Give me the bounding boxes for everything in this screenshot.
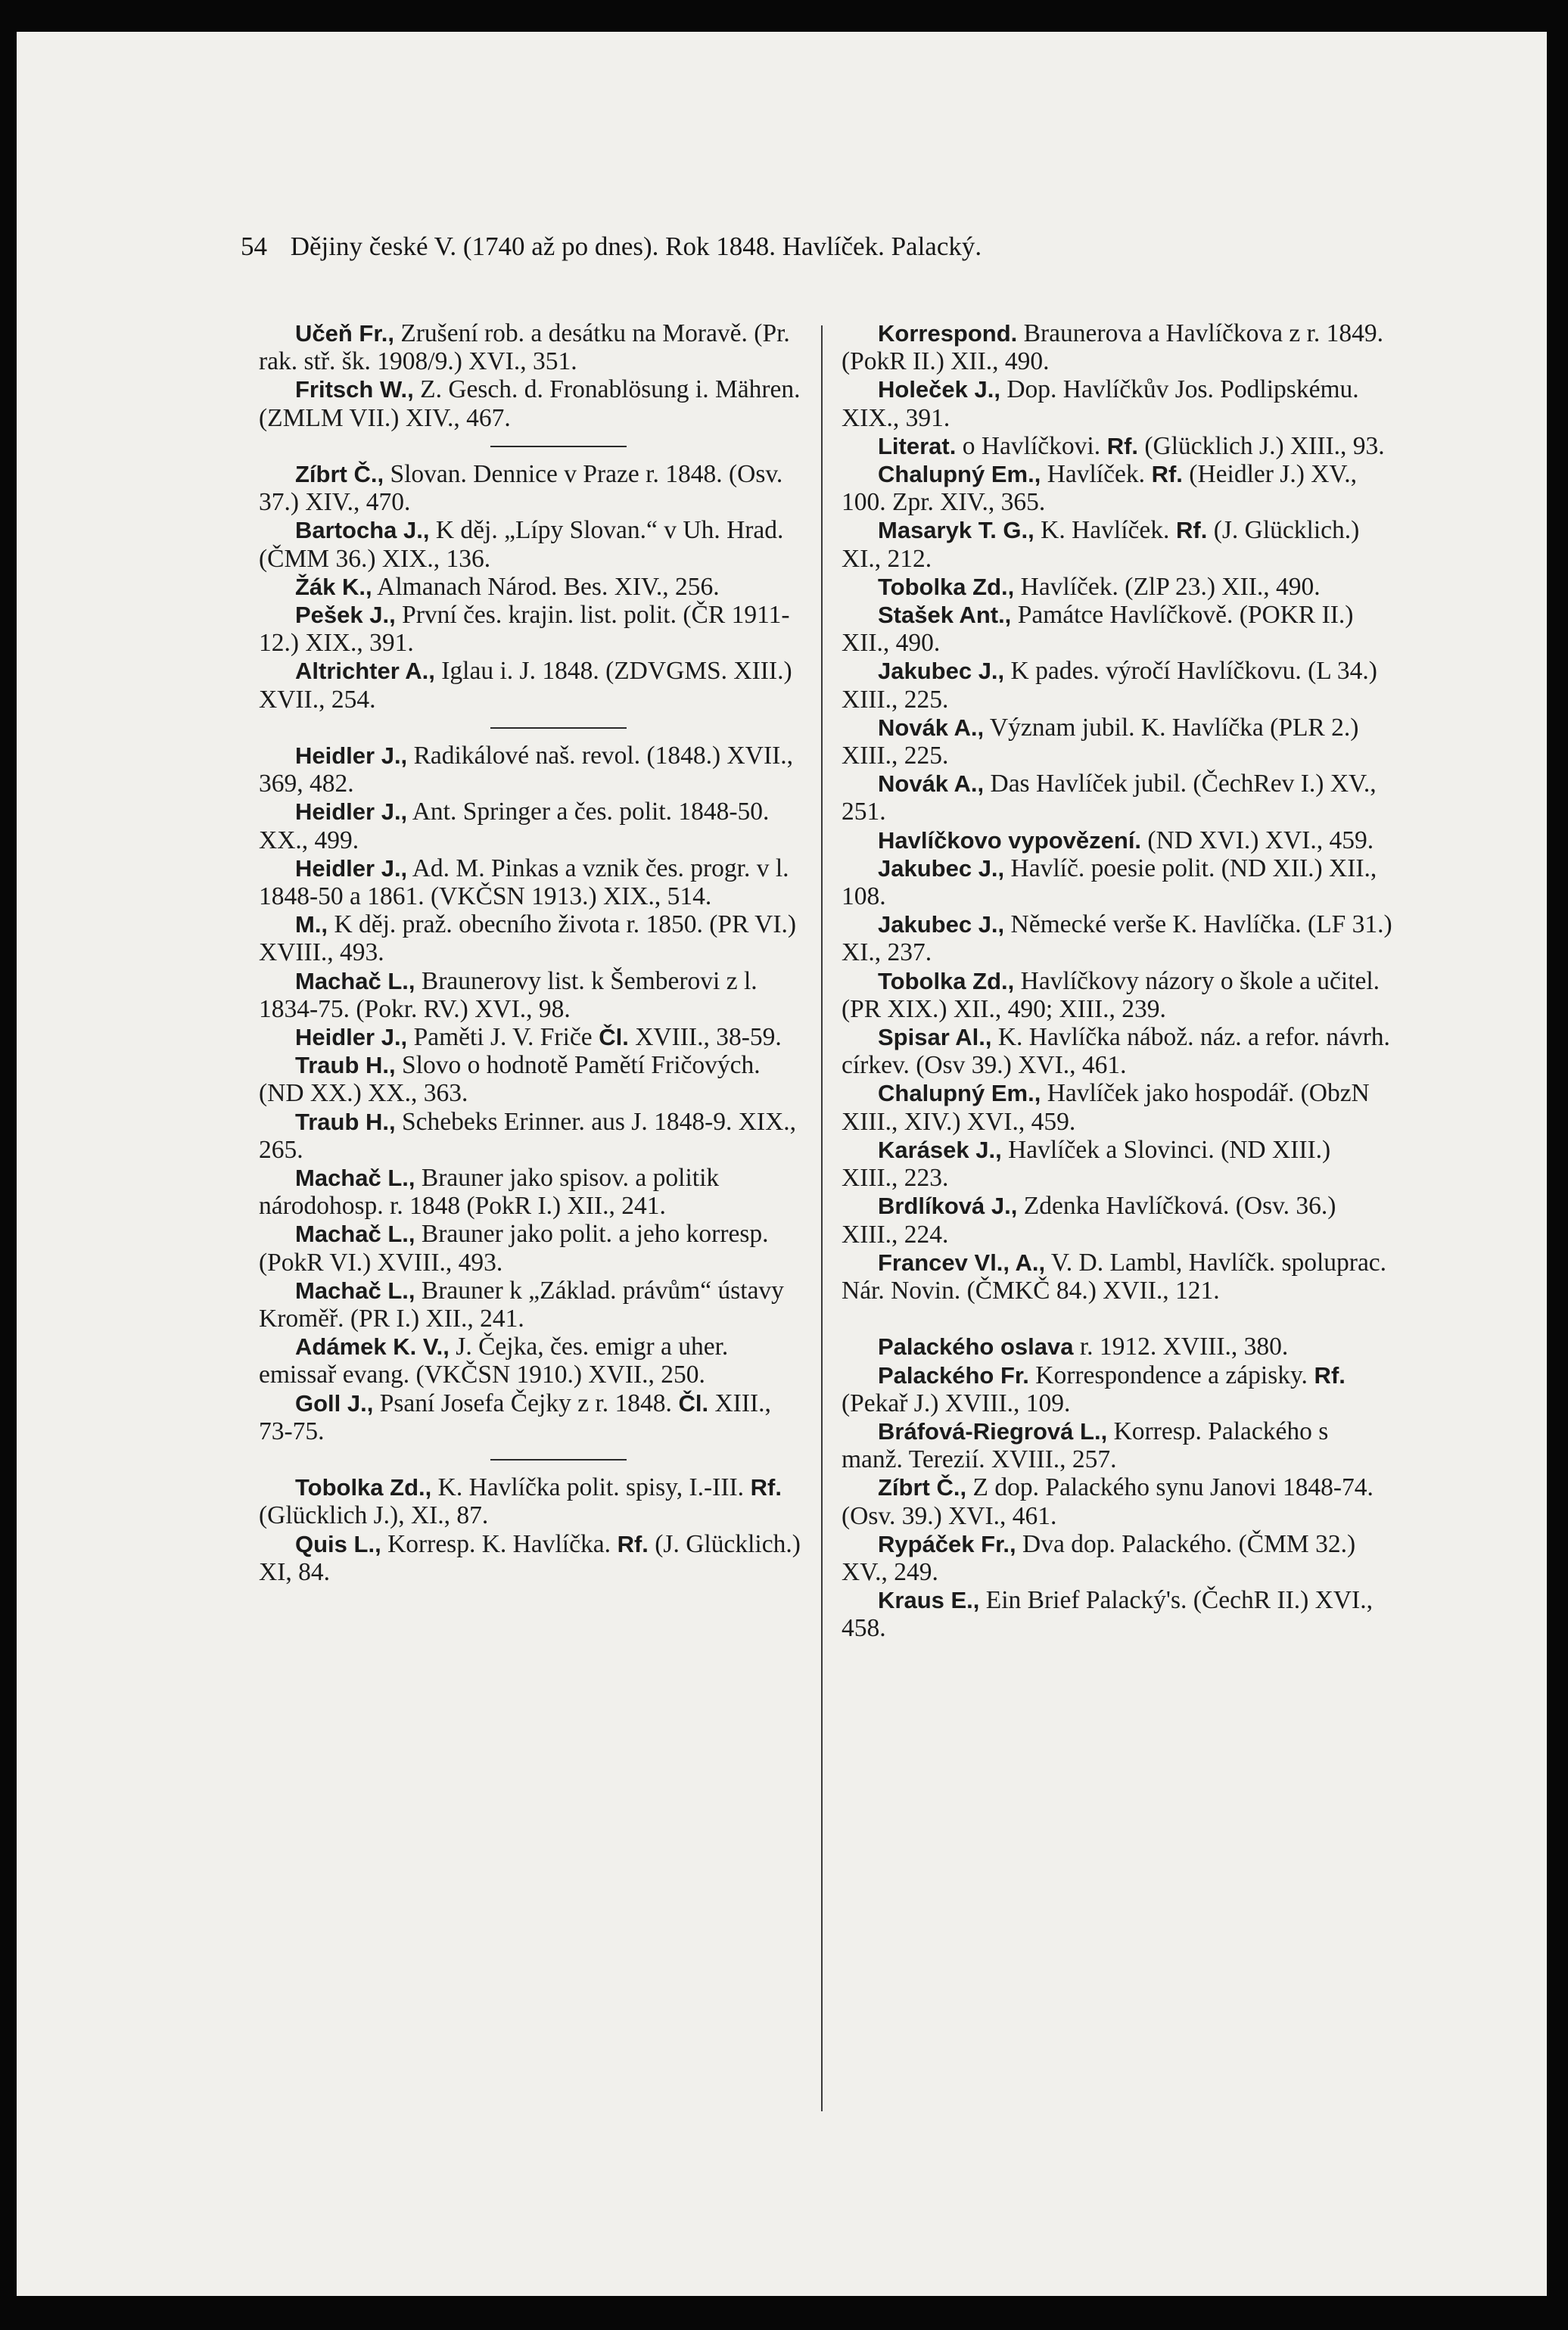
bibliography-entry	[842, 319, 1392, 375]
entry-author: Heidler J.,	[295, 742, 408, 770]
entry-author: Machač L.,	[295, 1221, 415, 1248]
bibliography-entry	[259, 742, 810, 798]
entry-text: Havlíčkovy názory o škole a učitel. (PR XIX.) XII., 490; XIII., 239.	[842, 966, 1380, 1023]
entry-author: Machač L.,	[295, 1277, 415, 1304]
bibliography-entry	[842, 967, 1392, 1023]
entry-author: Heidler J.,	[295, 798, 408, 826]
entry-author: Literat.	[878, 432, 957, 459]
bibliography-entry	[842, 573, 1392, 601]
entry-text: Brauner jako spisov. a politik národohosp. r. 1848 (PokR I.) XII., 241.	[259, 1164, 720, 1221]
entry-author: Goll J.,	[295, 1389, 374, 1417]
entry-author: Rypáček Fr.,	[878, 1530, 1016, 1557]
bibliography-entry	[259, 319, 810, 375]
bibliography-entry	[842, 460, 1392, 516]
entry-text: Zdenka Havlíčková. (Osv. 36.) XIII., 224.	[842, 1192, 1336, 1249]
entry-author: Tobolka Zd.,	[878, 967, 1015, 994]
entry-text-cont: XIII., 73-75.	[259, 1389, 771, 1445]
bibliography-entry	[842, 1249, 1392, 1305]
bibliography-entry	[842, 1473, 1392, 1529]
entry-text: J. Čejka, čes. emigr a uher. emissař evang. (VKČSN 1910.) XVII., 250.	[259, 1333, 729, 1389]
entry-abbrev: Rf.	[1144, 461, 1183, 488]
separator-rule	[259, 432, 810, 460]
entry-text: Význam jubil. K. Havlíčka (PLR 2.) XIII., 225.	[842, 713, 1359, 770]
entry-text: Ant. Springer a čes. polit. 1848-50. XX., 499.	[259, 798, 770, 854]
entry-text: Slovan. Dennice v Praze r. 1848. (Osv. 37.) XIV., 470.	[259, 460, 783, 517]
bibliography-entry	[842, 375, 1392, 431]
entry-text: Radikálové naš. revol. (1848.) XVII., 369, 482.	[259, 742, 793, 798]
entry-text: Schebeks Erinner. aus J. 1848-9. XIX., 265.	[259, 1107, 797, 1164]
bibliography-entry	[259, 1220, 810, 1276]
entry-author: Zíbrt Č.,	[295, 461, 384, 487]
entry-author: Zíbrt Č.,	[878, 1474, 967, 1501]
entry-author: Machač L.,	[295, 967, 415, 994]
entry-text: (ND XVI.) XVI., 459.	[1141, 826, 1374, 854]
entry-text: Z. Gesch. d. Fronablösung i. Mähren. (ZMLM VII.) XIV., 467.	[259, 375, 801, 432]
entry-text: Ad. M. Pinkas a vznik čes. progr. v l. 1848-50 a 1861. (VKČSN 1913.) XIX., 514.	[259, 854, 789, 911]
entry-abbrev: Rf.	[1100, 432, 1139, 459]
column-divider	[821, 325, 823, 2111]
bibliography-entry	[842, 601, 1392, 657]
entry-text: Zrušení rob. a desátku na Moravě. (Pr. rak. stř. šk. 1908/9.) XVI., 351.	[259, 319, 790, 376]
bibliography-entry	[842, 1333, 1392, 1361]
bibliography-entry	[842, 1530, 1392, 1586]
entry-text: Havlíček a Slovinci. (ND XIII.) XIII., 223.	[842, 1135, 1331, 1193]
entry-abbrev: Rf.	[1307, 1361, 1346, 1389]
entry-text: Psaní Josefa Čejky z r. 1848.	[373, 1389, 672, 1417]
entry-author: Francev Vl., A.,	[878, 1249, 1046, 1276]
entry-author: Palackého oslava	[878, 1333, 1074, 1361]
entry-text: Havlíček.	[1041, 460, 1145, 489]
separator-rule	[259, 714, 810, 742]
entry-author: Heidler J.,	[295, 1024, 408, 1051]
left-column	[259, 319, 810, 1586]
bibliography-entry	[842, 1136, 1392, 1192]
entry-text: Ein Brief Palacký's. (ČechR II.) XVI., 458.	[842, 1586, 1373, 1643]
entry-author: Kraus E.,	[878, 1587, 980, 1614]
bibliography-entry	[842, 714, 1392, 770]
entry-text-cont: (J. Glücklich.) XI., 212.	[842, 516, 1360, 573]
entry-text: K pades. výročí Havlíčkovu. (L 34.) XIII., 225.	[842, 657, 1377, 714]
entry-text: K děj. „Lípy Slovan.“ v Uh. Hrad. (ČMM 36.) XIX., 136.	[259, 516, 784, 573]
entry-abbrev: Čl.	[592, 1024, 629, 1051]
entry-text-cont: (Glücklich J.), XI., 87.	[259, 1501, 489, 1530]
entry-author: Chalupný Em.,	[878, 461, 1041, 488]
entry-author: Bartocha J.,	[295, 517, 430, 544]
bibliography-entry	[259, 1051, 810, 1107]
entry-text-cont: (Glücklich J.) XIII., 93.	[1138, 431, 1385, 460]
bibliography-entry	[842, 1079, 1392, 1135]
entry-author: Quis L.,	[295, 1530, 381, 1557]
separator-rule	[259, 1445, 810, 1473]
bibliography-entry	[259, 1164, 810, 1220]
entry-author: Chalupný Em.,	[878, 1080, 1041, 1107]
entry-text: Havlíček. (ZlP 23.) XII., 490.	[1014, 572, 1321, 601]
entry-text: Paměti J. V. Friče	[407, 1023, 593, 1052]
entry-author: Novák A.,	[878, 714, 985, 741]
entry-text: Havlíč. poesie polit. (ND XII.) XII., 108.	[842, 854, 1377, 911]
entry-author: Pešek J.,	[295, 602, 396, 629]
entry-author: Jakubec J.,	[878, 658, 1005, 685]
entry-author: Traub H.,	[295, 1108, 396, 1135]
entry-abbrev: Rf.	[1169, 517, 1208, 544]
entry-text: Dva dop. Palackého. (ČMM 32.) XV., 249.	[842, 1529, 1356, 1586]
entry-text-cont: XVIII., 38-59.	[628, 1023, 782, 1052]
entry-author: Karásek J.,	[878, 1136, 1002, 1163]
page-number: 54	[241, 232, 267, 261]
bibliography-entry	[259, 910, 810, 966]
entry-author: Heidler J.,	[295, 854, 408, 882]
entry-text: Almanach Národ. Bes. XIV., 256.	[372, 572, 720, 601]
entry-text: Dop. Havlíčkův Jos. Podlipskému. XIX., 391.	[842, 375, 1359, 432]
entry-text: K. Havlíčka nábož. náz. a refor. návrh. církev. (Osv 39.) XVI., 461.	[842, 1023, 1390, 1080]
entry-author: Tobolka Zd.,	[878, 573, 1015, 600]
bibliography-entry	[259, 601, 810, 657]
bibliography-entry	[259, 573, 810, 601]
entry-text: Památce Havlíčkově. (POKR II.) XII., 490.	[842, 601, 1354, 658]
entry-text: K děj. praž. obecního života r. 1850. (PR VI.) XVIII., 493.	[259, 910, 797, 967]
entry-text: Braunerova a Havlíčkova z r. 1849. (PokR II.) XII., 490.	[842, 319, 1384, 376]
entry-text: o Havlíčkovi.	[956, 431, 1101, 460]
entry-text: Slovo o hodnotě Pamětí Fričových. (ND XX.) XX., 363.	[259, 1051, 761, 1108]
entry-text: Z dop. Palackého synu Janovi 1848-74. (Osv. 39.) XVI., 461.	[842, 1473, 1374, 1530]
entry-author: Stašek Ant.,	[878, 602, 1012, 629]
entry-author: M.,	[295, 911, 328, 938]
running-title: Dějiny české V. (1740 až po dnes). Rok 1848. Havlíček. Palacký.	[290, 232, 982, 261]
right-column	[842, 319, 1392, 1643]
bibliography-entry	[259, 460, 810, 516]
bibliography-entry	[842, 854, 1392, 910]
bibliography-entry	[259, 657, 810, 713]
bibliography-entry	[842, 1586, 1392, 1642]
bibliography-entry	[842, 1417, 1392, 1473]
entry-text: Korresp. Palackého s manž. Terezií. XVIII., 257.	[842, 1417, 1329, 1474]
entry-text: Brauner jako polit. a jeho korresp. (PokR VI.) XVIII., 493.	[259, 1220, 769, 1277]
entry-text: V. D. Lambl, Havlíčk. spoluprac. Nár. Novin. (ČMKČ 84.) XVII., 121.	[842, 1248, 1387, 1305]
entry-author: Učeň Fr.,	[295, 320, 394, 347]
entry-text: První čes. krajin. list. polit. (ČR 1911-12.) XIX., 391.	[259, 601, 790, 658]
entry-author: Brdlíková J.,	[878, 1193, 1018, 1220]
bibliography-entry	[259, 967, 810, 1023]
entry-author: Adámek K. V.,	[295, 1333, 450, 1361]
entry-text: Korresp. K. Havlíčka.	[381, 1529, 611, 1558]
entry-author: Altrichter A.,	[295, 658, 435, 685]
bibliography-entry	[259, 1023, 810, 1051]
entry-author: Fritsch W.,	[295, 376, 414, 403]
entry-abbrev: Čl.	[671, 1389, 709, 1417]
entry-author: Palackého Fr.	[878, 1361, 1029, 1389]
entry-author: Machač L.,	[295, 1165, 415, 1192]
bibliography-entry	[842, 1192, 1392, 1248]
entry-author: Masaryk T. G.,	[878, 517, 1034, 544]
entry-author: Havlíčkovo vypovězení.	[878, 826, 1142, 854]
entry-text-cont: (J. Glücklich.) XI, 84.	[259, 1529, 801, 1586]
bibliography-entry	[259, 1389, 810, 1445]
bibliography-entry	[842, 432, 1392, 460]
entry-text: Brauner k „Základ. právům“ ústavy Kroměř. (PR I.) XII., 241.	[259, 1276, 784, 1333]
entry-author: Holeček J.,	[878, 376, 1000, 403]
bibliography-entry	[259, 1108, 810, 1164]
bibliography-entry	[842, 826, 1392, 854]
entry-text: K. Havlíčka polit. spisy, I.-III.	[431, 1473, 745, 1502]
entry-author: Jakubec J.,	[878, 854, 1005, 882]
bibliography-entry	[259, 516, 810, 572]
bibliography-entry	[842, 770, 1392, 826]
bibliography-entry	[842, 1023, 1392, 1079]
entry-text: Das Havlíček jubil. (ČechRev I.) XV., 251.	[842, 770, 1377, 826]
blank-line	[842, 1305, 1392, 1333]
entry-text: Korrespondence a zápisky.	[1028, 1361, 1308, 1389]
bibliography-entry	[842, 910, 1392, 966]
entry-text: Havlíček jako hospodář. (ObzN XIII., XIV.) XVI., 459.	[842, 1079, 1370, 1136]
entry-author: Novák A.,	[878, 770, 985, 798]
entry-author: Korrespond.	[878, 320, 1018, 347]
entry-text-cont: (Heidler J.) XV., 100. Zpr. XIV., 365.	[842, 460, 1358, 517]
bibliography-entry	[259, 1333, 810, 1389]
entry-text-cont: (Pekař J.) XVIII., 109.	[842, 1389, 1071, 1417]
entry-text: r. 1912. XVIII., 380.	[1073, 1333, 1289, 1361]
entry-text: K. Havlíček.	[1034, 516, 1170, 545]
bibliography-entry	[842, 516, 1392, 572]
entry-abbrev: Rf.	[610, 1530, 649, 1557]
bibliography-entry	[842, 657, 1392, 713]
bibliography-entry	[259, 1530, 810, 1586]
entry-author: Spisar Al.,	[878, 1024, 992, 1051]
entry-abbrev: Rf.	[744, 1474, 782, 1501]
entry-author: Bráfová-Riegrová L.,	[878, 1417, 1108, 1445]
bibliography-entry	[259, 1277, 810, 1333]
entry-text: Iglau i. J. 1848. (ZDVGMS. XIII.) XVII., 254.	[259, 657, 792, 714]
entry-text: Německé verše K. Havlíčka. (LF 31.) XI., 237.	[842, 910, 1392, 967]
bibliography-entry	[842, 1361, 1392, 1417]
entry-author: Žák K.,	[295, 573, 372, 600]
entry-text: Braunerovy list. k Šemberovi z l. 1834-75. (Pokr. RV.) XVI., 98.	[259, 966, 758, 1023]
bibliography-entry	[259, 798, 810, 854]
bibliography-entry	[259, 1473, 810, 1529]
entry-author: Tobolka Zd.,	[295, 1474, 432, 1501]
bibliography-entry	[259, 375, 810, 431]
page-header	[241, 230, 1361, 263]
entry-author: Jakubec J.,	[878, 911, 1005, 938]
entry-author: Traub H.,	[295, 1052, 396, 1079]
bibliography-entry	[259, 854, 810, 910]
